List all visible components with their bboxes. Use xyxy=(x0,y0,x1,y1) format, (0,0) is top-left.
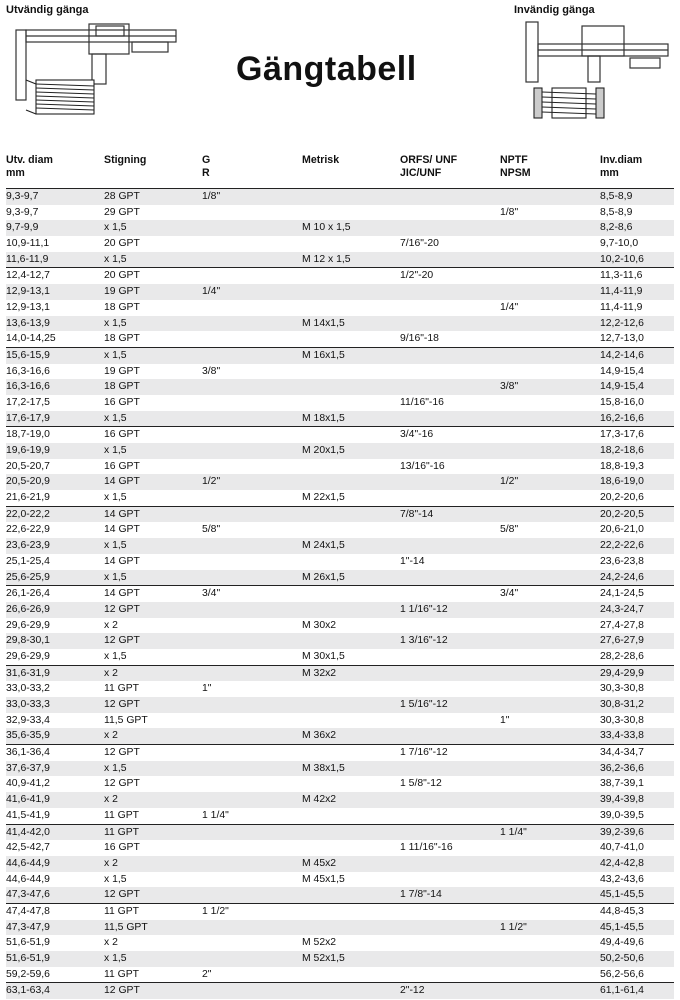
cell-pitch: 16 GPT xyxy=(104,842,140,854)
table-row xyxy=(6,522,674,538)
thread-table xyxy=(6,152,674,999)
cell-inner-diameter: 56,2-56,6 xyxy=(600,968,644,980)
cell-outer-diameter: 47,3-47,6 xyxy=(6,889,50,901)
cell-outer-diameter: 9,3-9,7 xyxy=(6,191,39,202)
table-row xyxy=(6,792,674,808)
cell-inner-diameter: 33,4-33,8 xyxy=(600,730,644,742)
cell-orfs-jic: 7/16"-20 xyxy=(400,238,439,250)
cell-inner-diameter: 30,3-30,8 xyxy=(600,683,644,695)
cell-outer-diameter: 12,9-13,1 xyxy=(6,301,50,313)
cell-nptf-npsm: 1 1/4" xyxy=(500,826,527,838)
cell-outer-diameter: 32,9-33,4 xyxy=(6,714,50,726)
table-row xyxy=(6,426,674,443)
cell-pitch: 11,5 GPT xyxy=(104,921,148,933)
cell-outer-diameter: 10,9-11,1 xyxy=(6,238,50,250)
cell-inner-diameter: 20,2-20,5 xyxy=(600,508,644,520)
cell-inner-diameter: 8,5-8,9 xyxy=(600,191,633,202)
table-row xyxy=(6,665,674,682)
cell-inner-diameter: 42,4-42,8 xyxy=(600,857,644,869)
external-thread-label: Utvändig gänga xyxy=(6,4,89,16)
header-pitch: Stigning xyxy=(104,154,147,166)
cell-orfs-jic: 9/16"-18 xyxy=(400,333,439,345)
cell-outer-diameter: 23,6-23,9 xyxy=(6,540,50,552)
cell-pitch: 16 GPT xyxy=(104,429,140,441)
cell-orfs-jic: 1 11/16"-16 xyxy=(400,842,453,854)
cell-inner-diameter: 22,2-22,6 xyxy=(600,540,644,552)
cell-orfs-jic: 1 7/8"-14 xyxy=(400,889,442,901)
table-row xyxy=(6,967,674,983)
cell-outer-diameter: 12,4-12,7 xyxy=(6,270,50,282)
cell-pitch: 14 GPT xyxy=(104,524,140,536)
table-row xyxy=(6,236,674,252)
header-orfs-jic: ORFS/ UNF JIC/UNF xyxy=(400,154,458,179)
cell-metric: M 18x1,5 xyxy=(302,412,345,424)
cell-nptf-npsm: 1 1/2" xyxy=(500,921,527,933)
cell-outer-diameter: 29,8-30,1 xyxy=(6,635,50,647)
cell-outer-diameter: 15,6-15,9 xyxy=(6,349,50,361)
cell-nptf-npsm: 3/8" xyxy=(500,381,519,393)
table-row xyxy=(6,744,674,761)
cell-inner-diameter: 45,1-45,5 xyxy=(600,921,644,933)
table-row xyxy=(6,728,674,744)
cell-outer-diameter: 51,6-51,9 xyxy=(6,937,50,949)
cell-pitch: x 1,5 xyxy=(104,349,127,361)
cell-inner-diameter: 15,8-16,0 xyxy=(600,396,644,408)
table-row xyxy=(6,459,674,475)
cell-outer-diameter: 44,6-44,9 xyxy=(6,857,50,869)
cell-nptf-npsm: 1/8" xyxy=(500,206,519,218)
cell-metric: M 45x2 xyxy=(302,857,337,869)
cell-metric: M 30x1,5 xyxy=(302,650,345,662)
cell-pitch: x 2 xyxy=(104,937,118,949)
cell-inner-diameter: 61,1-61,4 xyxy=(600,985,644,997)
cell-pitch: 18 GPT xyxy=(104,381,140,393)
cell-outer-diameter: 22,0-22,2 xyxy=(6,508,50,520)
table-row xyxy=(6,538,674,554)
table-row xyxy=(6,872,674,888)
table-row xyxy=(6,284,674,300)
cell-inner-diameter: 24,2-24,6 xyxy=(600,571,644,583)
page-title: Gängtabell xyxy=(236,50,417,88)
cell-outer-diameter: 16,3-16,6 xyxy=(6,365,50,377)
cell-outer-diameter: 22,6-22,9 xyxy=(6,524,50,536)
table-row xyxy=(6,474,674,490)
cell-outer-diameter: 37,6-37,9 xyxy=(6,762,50,774)
cell-inner-diameter: 39,4-39,8 xyxy=(600,794,644,806)
cell-outer-diameter: 33,0-33,2 xyxy=(6,683,50,695)
cell-pitch: 12 GPT xyxy=(104,985,140,997)
cell-inner-diameter: 27,6-27,9 xyxy=(600,635,644,647)
cell-outer-diameter: 19,6-19,9 xyxy=(6,445,50,456)
table-row xyxy=(6,331,674,347)
cell-pitch: 12 GPT xyxy=(104,603,140,615)
cell-outer-diameter: 35,6-35,9 xyxy=(6,730,50,742)
table-row xyxy=(6,903,674,920)
cell-pitch: x 1,5 xyxy=(104,873,127,885)
cell-pitch: 11 GPT xyxy=(104,826,140,838)
cell-inner-diameter: 20,2-20,6 xyxy=(600,492,644,504)
cell-pitch: x 1,5 xyxy=(104,762,127,774)
cell-inner-diameter: 12,2-12,6 xyxy=(600,317,644,329)
cell-metric: M 45x1,5 xyxy=(302,873,345,885)
cell-inner-diameter: 50,2-50,6 xyxy=(600,953,644,964)
table-row xyxy=(6,300,674,316)
cell-outer-diameter: 17,6-17,9 xyxy=(6,412,50,424)
cell-pitch: 11 GPT xyxy=(104,683,140,695)
table-row xyxy=(6,220,674,236)
cell-outer-diameter: 42,5-42,7 xyxy=(6,842,50,854)
cell-pitch: 14 GPT xyxy=(104,588,140,600)
cell-outer-diameter: 13,6-13,9 xyxy=(6,317,50,329)
cell-pitch: 16 GPT xyxy=(104,396,140,408)
cell-outer-diameter: 29,6-29,9 xyxy=(6,650,50,662)
cell-g-r: 1 1/4" xyxy=(202,809,229,821)
cell-pitch: x 2 xyxy=(104,794,118,806)
cell-inner-diameter: 45,1-45,5 xyxy=(600,889,644,901)
cell-metric: M 42x2 xyxy=(302,794,337,806)
table-row xyxy=(6,808,674,824)
cell-g-r: 5/8" xyxy=(202,524,221,536)
table-row xyxy=(6,887,674,903)
cell-orfs-jic: 3/4"-16 xyxy=(400,429,434,441)
cell-outer-diameter: 16,3-16,6 xyxy=(6,381,50,393)
cell-outer-diameter: 44,6-44,9 xyxy=(6,873,50,885)
cell-pitch: 18 GPT xyxy=(104,301,140,313)
table-row xyxy=(6,506,674,523)
table-row xyxy=(6,618,674,634)
header-nptf-npsm: NPTF NPSM xyxy=(500,154,531,179)
cell-inner-diameter: 39,2-39,6 xyxy=(600,826,644,838)
cell-outer-diameter: 9,7-9,9 xyxy=(6,222,39,234)
table-row xyxy=(6,920,674,936)
cell-pitch: 12 GPT xyxy=(104,889,140,901)
cell-pitch: 12 GPT xyxy=(104,635,140,647)
table-row xyxy=(6,824,674,841)
cell-nptf-npsm: 3/4" xyxy=(500,588,519,600)
cell-orfs-jic: 2"-12 xyxy=(400,985,425,997)
cell-outer-diameter: 29,6-29,9 xyxy=(6,619,50,631)
cell-inner-diameter: 14,2-14,6 xyxy=(600,349,644,361)
cell-inner-diameter: 11,4-11,9 xyxy=(600,286,643,298)
table-row xyxy=(6,649,674,665)
cell-outer-diameter: 26,1-26,4 xyxy=(6,588,50,600)
cell-pitch: 28 GPT xyxy=(104,191,140,202)
table-row xyxy=(6,379,674,395)
cell-pitch: 19 GPT xyxy=(104,286,140,298)
table-row xyxy=(6,713,674,729)
cell-orfs-jic: 13/16"-16 xyxy=(400,460,445,472)
cell-inner-diameter: 17,3-17,6 xyxy=(600,429,644,441)
cell-pitch: x 1,5 xyxy=(104,540,127,552)
cell-outer-diameter: 40,9-41,2 xyxy=(6,778,50,790)
table-row xyxy=(6,585,674,602)
cell-outer-diameter: 25,6-25,9 xyxy=(6,571,50,583)
cell-pitch: x 1,5 xyxy=(104,253,127,265)
cell-pitch: x 1,5 xyxy=(104,492,127,504)
table-row xyxy=(6,761,674,777)
table-header xyxy=(6,152,674,189)
cell-pitch: 14 GPT xyxy=(104,476,140,488)
cell-inner-diameter: 12,7-13,0 xyxy=(600,333,644,345)
table-row xyxy=(6,633,674,649)
cell-g-r: 3/4" xyxy=(202,588,221,600)
cell-pitch: 11 GPT xyxy=(104,905,140,917)
cell-pitch: 11 GPT xyxy=(104,809,140,821)
cell-pitch: 12 GPT xyxy=(104,699,140,710)
cell-orfs-jic: 1 5/8"-12 xyxy=(400,778,442,790)
table-row xyxy=(6,443,674,459)
cell-metric: M 38x1,5 xyxy=(302,762,345,774)
table-row xyxy=(6,840,674,856)
cell-inner-diameter: 16,2-16,6 xyxy=(600,412,644,424)
cell-outer-diameter: 41,5-41,9 xyxy=(6,809,50,821)
cell-pitch: x 1,5 xyxy=(104,412,127,424)
cell-pitch: 14 GPT xyxy=(104,508,140,520)
cell-outer-diameter: 20,5-20,7 xyxy=(6,460,50,472)
cell-orfs-jic: 1"-14 xyxy=(400,555,425,567)
cell-pitch: 20 GPT xyxy=(104,270,140,282)
table-row xyxy=(6,982,674,999)
cell-inner-diameter: 27,4-27,8 xyxy=(600,619,644,631)
cell-metric: M 52x1,5 xyxy=(302,953,345,964)
cell-metric: M 30x2 xyxy=(302,619,337,631)
cell-inner-diameter: 14,9-15,4 xyxy=(600,381,644,393)
cell-pitch: x 1,5 xyxy=(104,953,127,964)
cell-inner-diameter: 8,5-8,9 xyxy=(600,206,633,218)
cell-metric: M 36x2 xyxy=(302,730,337,742)
cell-inner-diameter: 39,0-39,5 xyxy=(600,809,644,821)
cell-pitch: 19 GPT xyxy=(104,365,140,377)
cell-nptf-npsm: 1/2" xyxy=(500,476,519,488)
cell-outer-diameter: 20,5-20,9 xyxy=(6,476,50,488)
cell-g-r: 1 1/2" xyxy=(202,905,229,917)
cell-inner-diameter: 11,4-11,9 xyxy=(600,301,643,313)
cell-outer-diameter: 25,1-25,4 xyxy=(6,555,50,567)
cell-g-r: 1/8" xyxy=(202,191,221,202)
cell-pitch: 29 GPT xyxy=(104,206,140,218)
cell-inner-diameter: 24,1-24,5 xyxy=(600,588,644,600)
cell-outer-diameter: 36,1-36,4 xyxy=(6,747,50,759)
cell-outer-diameter: 63,1-63,4 xyxy=(6,985,50,997)
cell-inner-diameter: 30,3-30,8 xyxy=(600,714,644,726)
table-row xyxy=(6,490,674,506)
cell-outer-diameter: 12,9-13,1 xyxy=(6,286,50,298)
cell-outer-diameter: 11,6-11,9 xyxy=(6,253,49,265)
cell-inner-diameter: 38,7-39,1 xyxy=(600,778,644,790)
cell-inner-diameter: 44,8-45,3 xyxy=(600,905,644,917)
cell-metric: M 24x1,5 xyxy=(302,540,345,552)
cell-metric: M 22x1,5 xyxy=(302,492,345,504)
cell-inner-diameter: 20,6-21,0 xyxy=(600,524,644,536)
table-row xyxy=(6,951,674,967)
cell-inner-diameter: 29,4-29,9 xyxy=(600,667,644,679)
cell-inner-diameter: 18,8-19,3 xyxy=(600,460,644,472)
cell-inner-diameter: 34,4-34,7 xyxy=(600,747,644,759)
cell-outer-diameter: 41,4-42,0 xyxy=(6,826,50,838)
table-row xyxy=(6,347,674,364)
table-row xyxy=(6,602,674,618)
table-row xyxy=(6,570,674,586)
cell-orfs-jic: 1 3/16"-12 xyxy=(400,635,448,647)
internal-caliper-illustration xyxy=(512,18,672,128)
cell-inner-diameter: 11,3-11,6 xyxy=(600,270,643,282)
cell-outer-diameter: 59,2-59,6 xyxy=(6,968,50,980)
table-body xyxy=(6,189,674,999)
cell-metric: M 10 x 1,5 xyxy=(302,222,351,234)
cell-inner-diameter: 49,4-49,6 xyxy=(600,937,644,949)
cell-metric: M 32x2 xyxy=(302,667,337,679)
cell-inner-diameter: 28,2-28,6 xyxy=(600,650,644,662)
table-row xyxy=(6,395,674,411)
cell-metric: M 52x2 xyxy=(302,937,337,949)
cell-nptf-npsm: 5/8" xyxy=(500,524,519,536)
table-row xyxy=(6,205,674,221)
table-row xyxy=(6,856,674,872)
table-row xyxy=(6,316,674,332)
cell-orfs-jic: 1 7/16"-12 xyxy=(400,747,448,759)
cell-pitch: 20 GPT xyxy=(104,238,140,250)
cell-orfs-jic: 7/8"-14 xyxy=(400,508,434,520)
cell-g-r: 1/2" xyxy=(202,476,221,488)
cell-outer-diameter: 51,6-51,9 xyxy=(6,953,50,964)
cell-metric: M 20x1,5 xyxy=(302,445,345,456)
cell-g-r: 3/8" xyxy=(202,365,221,377)
cell-outer-diameter: 31,6-31,9 xyxy=(6,667,50,679)
cell-inner-diameter: 43,2-43,6 xyxy=(600,873,644,885)
cell-pitch: x 2 xyxy=(104,857,118,869)
cell-pitch: x 2 xyxy=(104,667,118,679)
cell-inner-diameter: 36,2-36,6 xyxy=(600,762,644,774)
cell-metric: M 14x1,5 xyxy=(302,317,345,329)
cell-outer-diameter: 9,3-9,7 xyxy=(6,206,39,218)
header-outer-diameter: Utv. diam mm xyxy=(6,154,53,179)
cell-metric: M 16x1,5 xyxy=(302,349,345,361)
cell-pitch: x 1,5 xyxy=(104,445,127,456)
cell-pitch: x 1,5 xyxy=(104,317,127,329)
table-row xyxy=(6,267,674,284)
cell-metric: M 12 x 1,5 xyxy=(302,253,351,265)
cell-inner-diameter: 18,6-19,0 xyxy=(600,476,644,488)
header-metric: Metrisk xyxy=(302,154,340,166)
table-row xyxy=(6,935,674,951)
cell-inner-diameter: 8,2-8,6 xyxy=(600,222,633,234)
cell-metric: M 26x1,5 xyxy=(302,571,345,583)
cell-pitch: x 2 xyxy=(104,730,118,742)
cell-pitch: x 1,5 xyxy=(104,650,127,662)
table-row xyxy=(6,776,674,792)
table-row xyxy=(6,411,674,427)
cell-outer-diameter: 26,6-26,9 xyxy=(6,603,50,615)
table-row xyxy=(6,554,674,570)
cell-outer-diameter: 47,3-47,9 xyxy=(6,921,50,933)
cell-nptf-npsm: 1/4" xyxy=(500,301,519,313)
cell-pitch: 12 GPT xyxy=(104,778,140,790)
cell-g-r: 2" xyxy=(202,968,212,980)
cell-outer-diameter: 33,0-33,3 xyxy=(6,699,50,710)
cell-g-r: 1" xyxy=(202,683,212,695)
cell-pitch: 16 GPT xyxy=(104,460,140,472)
cell-pitch: 18 GPT xyxy=(104,333,140,345)
cell-pitch: x 1,5 xyxy=(104,222,127,234)
cell-pitch: 11,5 GPT xyxy=(104,714,148,726)
cell-inner-diameter: 23,6-23,8 xyxy=(600,555,644,567)
header-inner-diameter: Inv.diam mm xyxy=(600,154,643,179)
cell-outer-diameter: 18,7-19,0 xyxy=(6,429,50,441)
cell-orfs-jic: 1 5/16"-12 xyxy=(400,699,448,710)
table-row xyxy=(6,697,674,713)
cell-outer-diameter: 17,2-17,5 xyxy=(6,396,50,408)
cell-inner-diameter: 10,2-10,6 xyxy=(600,253,644,265)
cell-outer-diameter: 14,0-14,25 xyxy=(6,333,56,345)
cell-inner-diameter: 9,7-10,0 xyxy=(600,238,639,250)
table-row xyxy=(6,681,674,697)
cell-inner-diameter: 40,7-41,0 xyxy=(600,842,644,854)
cell-orfs-jic: 1 1/16"-12 xyxy=(400,603,448,615)
cell-inner-diameter: 14,9-15,4 xyxy=(600,365,644,377)
external-caliper-illustration xyxy=(14,18,184,118)
cell-pitch: 11 GPT xyxy=(104,968,140,980)
cell-g-r: 1/4" xyxy=(202,286,221,298)
cell-pitch: 14 GPT xyxy=(104,555,140,567)
cell-inner-diameter: 24,3-24,7 xyxy=(600,603,644,615)
header-g-r: G R xyxy=(202,154,211,179)
cell-pitch: x 1,5 xyxy=(104,571,127,583)
table-row xyxy=(6,252,674,268)
cell-inner-diameter: 18,2-18,6 xyxy=(600,445,644,456)
cell-orfs-jic: 11/16"-16 xyxy=(400,396,444,408)
cell-outer-diameter: 21,6-21,9 xyxy=(6,492,50,504)
cell-pitch: 12 GPT xyxy=(104,747,140,759)
table-row xyxy=(6,189,674,205)
internal-thread-label: Invändig gänga xyxy=(514,4,595,16)
cell-inner-diameter: 30,8-31,2 xyxy=(600,699,644,710)
cell-nptf-npsm: 1" xyxy=(500,714,510,726)
table-row xyxy=(6,364,674,380)
cell-orfs-jic: 1/2"-20 xyxy=(400,270,434,282)
cell-outer-diameter: 41,6-41,9 xyxy=(6,794,50,806)
cell-pitch: x 2 xyxy=(104,619,118,631)
cell-outer-diameter: 47,4-47,8 xyxy=(6,905,50,917)
